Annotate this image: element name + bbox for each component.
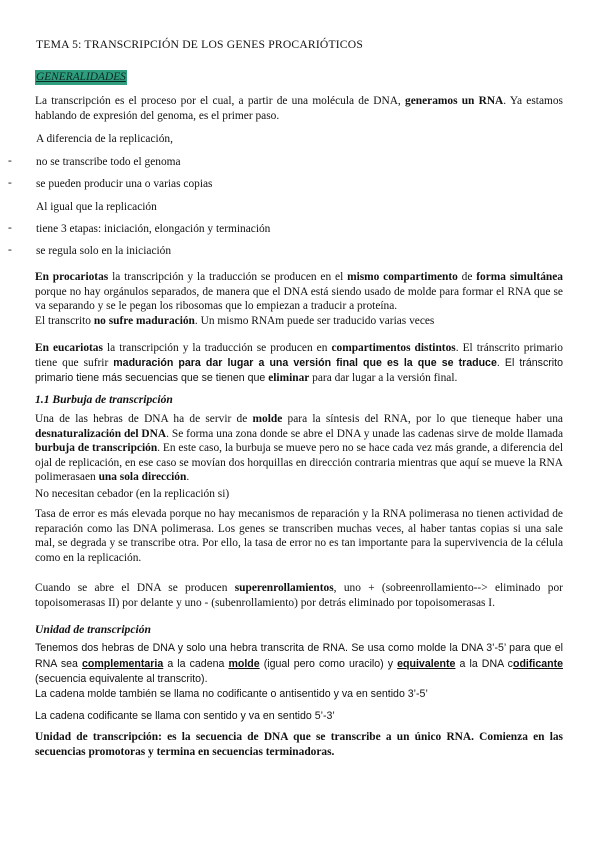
same-item-1: tiene 3 etapas: iniciación, elongación y terminación <box>36 223 271 235</box>
unidad-paragraph-1: Tenemos dos hebras de DNA y solo una hebra transcrita de RNA. Se usa como molde la DNA 3’-5’ para que el RNA sea complementaria a la cadena molde (igual pero como uracilo) y equivalente a la DNA codificante (secuencia equivalente al transcrito). <box>35 642 563 685</box>
diff-item-2: se pueden producir una o varias copias <box>36 178 213 190</box>
unidad-heading: Unidad de transcripción <box>35 623 151 636</box>
burbuja-paragraph-4: Cuando se abre el DNA se producen superenrollamientos, uno + (sobreenrollamiento--> eliminado por topoisomerasas II) por delante y uno - (subenrollamiento) por detrás eliminado por topoisomerasas I. <box>35 582 563 609</box>
burbuja-paragraph-3: Tasa de error es más elevada porque no hay mecanismos de reparación y la RNA polimerasa no tienen actividad de reparación como las DNA polimerasa. Los genes se transcriben muchas veces, al haber tantas copias si una sale mal, se degrada y se transcribe otra. Por ello, la tasa de error no es tan importante para la supervivencia de la célula como en la replicación. <box>35 508 563 564</box>
bullet-dash: - <box>8 155 12 167</box>
same-item-2: se regula solo en la iniciación <box>36 245 172 257</box>
burbuja-paragraph-1: Una de las hebras de DNA ha de servir de molde para la síntesis del RNA, por lo que tieneque haber una desnaturalización del DNA. Se forma una zona donde se abre el DNA y unade las cadenas sirve de molde llamada burbuja de transcripción. En este caso, la burbuja se mueve pero no se hace cada vez más grande, a diferencia del ojal de replicación, en ese caso se movían dos horquillas en dirección contraria mientras que aquí se mueve la RNA polimerasaen una sola dirección. <box>35 413 564 484</box>
unidad-paragraph-2: La cadena molde también se llama no codificante o antisentido y va en sentido 3’-5’ <box>35 688 428 700</box>
bullet-dash: - <box>8 222 12 234</box>
unidad-paragraph-4: Unidad de transcripción: es la secuencia de DNA que se transcribe a un único RNA. Comienza en las secuencias promotoras y termina en secuencias terminadoras. <box>35 731 563 758</box>
burbuja-heading: 1.1 Burbuja de transcripción <box>35 393 173 406</box>
eucariotas-paragraph: En eucariotas la transcripción y la traducción se producen en compartimentos distintos. El tránscrito primario tiene que sufrir maduración para dar lugar a una versión final que es la que se traduce. El tránscrito primario tiene más secuencias que se tienen que eliminar para dar lugar a la versión final. <box>35 342 563 385</box>
unidad-paragraph-3: La cadena codificante se llama con sentido y va en sentido 5’-3’ <box>35 710 335 722</box>
intro-paragraph: La transcripción es el proceso por el cual, a partir de una molécula de DNA, generamos un RNA. Ya estamos hablando de expresión del genoma, es el primer paso. <box>35 95 563 122</box>
diff-heading: A diferencia de la replicación, <box>36 133 173 145</box>
section-heading-generalidades: GENERALIDADES <box>36 71 126 83</box>
page-title: TEMA 5: TRANSCRIPCIÓN DE LOS GENES PROCARIÓTICOS <box>36 38 363 51</box>
diff-item-1: no se transcribe todo el genoma <box>36 156 181 168</box>
burbuja-paragraph-2: No necesitan cebador (en la replicación si) <box>35 488 230 500</box>
bullet-dash: - <box>8 177 12 189</box>
procariotas-paragraph: En procariotas la transcripción y la traducción se producen en el mismo compartimento de forma simultánea porque no hay orgánulos separados, de manera que el DNA está siendo usado de molde para formar el RNA que se va separando y se le pegan los ribosomas que lo empiezan a traducir a proteína. El transcrito no sufre maduración. Un mismo RNAm puede ser traducido varias veces <box>35 271 563 327</box>
same-heading: Al igual que la replicación <box>36 201 157 213</box>
bullet-dash: - <box>8 244 12 256</box>
